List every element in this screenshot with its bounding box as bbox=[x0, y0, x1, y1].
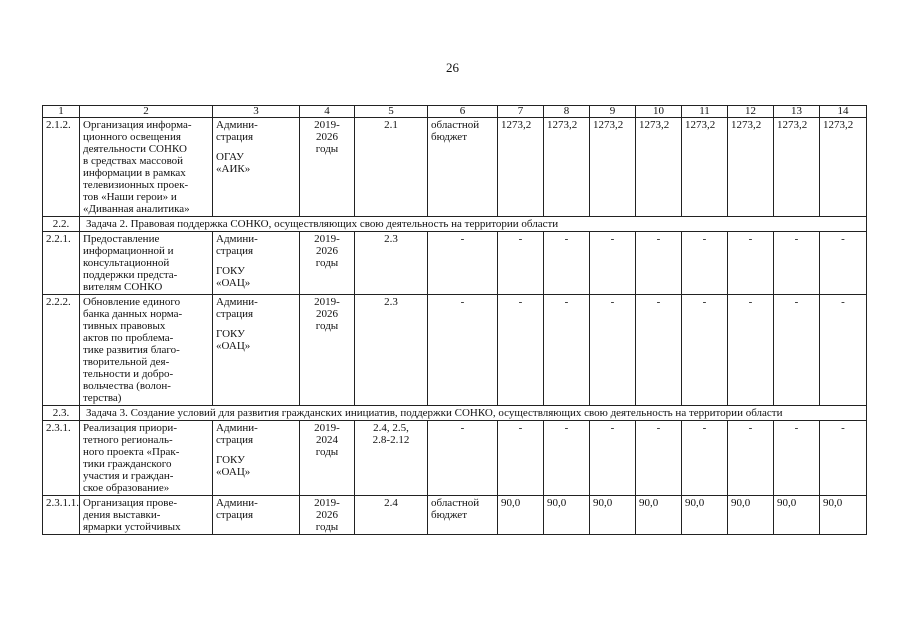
funding-source bbox=[428, 496, 498, 535]
header-cell: 7 bbox=[498, 106, 544, 118]
funding-source-text: областной бюджет bbox=[431, 497, 480, 521]
amount-cell-text: 90,0 bbox=[685, 497, 705, 509]
amount-cell-text: 90,0 bbox=[547, 497, 567, 509]
amount-cell bbox=[636, 232, 682, 295]
task-row bbox=[43, 217, 867, 232]
amount-cell bbox=[820, 496, 867, 535]
amount-cell-text: 90,0 bbox=[823, 497, 843, 509]
amount-cell bbox=[774, 118, 820, 217]
amount-cell bbox=[820, 295, 867, 406]
amount-cell bbox=[636, 118, 682, 217]
amount-cell-text: - bbox=[702, 233, 707, 245]
amount-cell-text: - bbox=[564, 422, 569, 434]
indicator-text: 2.4, 2.5, 2.8-2.12 bbox=[372, 422, 410, 446]
amount-cell bbox=[544, 232, 590, 295]
item-number bbox=[43, 118, 80, 217]
amount-cell bbox=[636, 421, 682, 496]
executor-text: Админи- страция bbox=[216, 422, 258, 446]
table-row bbox=[43, 118, 867, 217]
amount-cell bbox=[774, 421, 820, 496]
executor-org: ОГАУ «АИК» bbox=[216, 151, 251, 175]
executor-org: ГОКУ «ОАЦ» bbox=[216, 265, 251, 289]
funding-source bbox=[428, 118, 498, 217]
executor-text: Админи- страция bbox=[216, 119, 258, 143]
funding-source-text: - bbox=[460, 233, 465, 245]
item-name-text: Реализация приори- тетного региональ- ного проекта «Прак- тики гражданского участия и граждан- ское образование» bbox=[83, 422, 180, 494]
header-cell: 14 bbox=[820, 106, 867, 118]
amount-cell-text: 1273,2 bbox=[547, 119, 578, 131]
indicator bbox=[355, 295, 428, 406]
amount-cell-text: - bbox=[656, 296, 661, 308]
header-cell: 12 bbox=[728, 106, 774, 118]
executor bbox=[213, 295, 300, 406]
spacer bbox=[216, 320, 296, 328]
executor bbox=[213, 232, 300, 295]
header-cell: 5 bbox=[355, 106, 428, 118]
item-number bbox=[43, 421, 80, 496]
item-number-text: 2.3.1.1. bbox=[46, 497, 79, 509]
amount-cell bbox=[544, 295, 590, 406]
period-text: 2019- 2026 годы bbox=[314, 233, 340, 269]
amount-cell-text: - bbox=[610, 422, 615, 434]
task-number: 2.3. bbox=[43, 406, 80, 421]
executor bbox=[213, 421, 300, 496]
item-name-text: Организация прове- дения выставки- ярмарки устойчивых bbox=[83, 497, 181, 533]
executor-text: Админи- страция bbox=[216, 233, 258, 257]
item-name-text: Организация информа- ционного освещения деятельности СОНКО в средствах массовой информации в рамках телевизионных проек- тов «Наши герои» и «Диванная аналитика» bbox=[83, 119, 192, 215]
executor-org: ГОКУ «ОАЦ» bbox=[216, 454, 251, 478]
item-number-text: 2.3.1. bbox=[46, 422, 71, 434]
amount-cell bbox=[590, 295, 636, 406]
amount-cell-text: - bbox=[610, 296, 615, 308]
header-cell: 11 bbox=[682, 106, 728, 118]
item-number-text: 2.1.2. bbox=[46, 119, 71, 131]
amount-cell bbox=[590, 421, 636, 496]
amount-cell bbox=[774, 496, 820, 535]
indicator-text: 2.3 bbox=[384, 233, 398, 245]
amount-cell-text: 1273,2 bbox=[501, 119, 532, 131]
task-row bbox=[43, 406, 867, 421]
amount-cell bbox=[682, 232, 728, 295]
amount-cell bbox=[820, 421, 867, 496]
spacer bbox=[216, 143, 296, 151]
period-text: 2019- 2024 годы bbox=[314, 422, 340, 458]
executor-text: Админи- страция bbox=[216, 296, 258, 320]
amount-cell-text: - bbox=[702, 296, 707, 308]
indicator bbox=[355, 118, 428, 217]
amount-cell bbox=[544, 421, 590, 496]
period bbox=[300, 232, 355, 295]
amount-cell bbox=[498, 421, 544, 496]
executor bbox=[213, 496, 300, 535]
amount-cell bbox=[682, 118, 728, 217]
amount-cell-text: - bbox=[794, 233, 799, 245]
amount-cell-text: - bbox=[841, 296, 845, 308]
amount-cell bbox=[544, 118, 590, 217]
amount-cell bbox=[590, 232, 636, 295]
header-cell: 3 bbox=[213, 106, 300, 118]
indicator bbox=[355, 421, 428, 496]
amount-cell bbox=[774, 295, 820, 406]
amount-cell-text: - bbox=[518, 296, 523, 308]
indicator bbox=[355, 496, 428, 535]
item-name bbox=[80, 295, 213, 406]
item-name-text: Предоставление информационной и консультационной поддержки предста- вителям СОНКО bbox=[83, 233, 178, 293]
header-row bbox=[43, 106, 867, 118]
period bbox=[300, 295, 355, 406]
page-number: 26 bbox=[446, 60, 459, 75]
amount-cell-text: - bbox=[564, 296, 569, 308]
amount-cell bbox=[682, 421, 728, 496]
period bbox=[300, 496, 355, 535]
amount-cell-text: - bbox=[610, 233, 615, 245]
period-text: 2019- 2026 годы bbox=[314, 119, 340, 155]
amount-cell bbox=[820, 232, 867, 295]
amount-cell-text: - bbox=[656, 233, 661, 245]
indicator bbox=[355, 232, 428, 295]
item-number bbox=[43, 496, 80, 535]
period bbox=[300, 118, 355, 217]
amount-cell bbox=[728, 118, 774, 217]
amount-cell bbox=[498, 496, 544, 535]
task-title: Задача 3. Создание условий для развития гражданских инициатив, поддержки СОНКО, осуществляющих свою деятельность на территории области bbox=[80, 406, 867, 421]
amount-cell-text: - bbox=[656, 422, 661, 434]
amount-cell-text: 90,0 bbox=[731, 497, 751, 509]
header-cell: 10 bbox=[636, 106, 682, 118]
table-row bbox=[43, 496, 867, 535]
funding-source bbox=[428, 232, 498, 295]
item-name bbox=[80, 232, 213, 295]
indicator-text: 2.3 bbox=[384, 296, 398, 308]
header-cell: 2 bbox=[80, 106, 213, 118]
item-name bbox=[80, 118, 213, 217]
header-cell: 8 bbox=[544, 106, 590, 118]
period bbox=[300, 421, 355, 496]
table-row bbox=[43, 295, 867, 406]
header-cell: 6 bbox=[428, 106, 498, 118]
amount-cell-text: - bbox=[748, 233, 753, 245]
item-name-text: Обновление единого банка данных норма- тивных правовых актов по проблема- тике развития благо- творительной дея- тельности и добро- вольчества (волон- терства) bbox=[83, 296, 183, 404]
spacer bbox=[216, 257, 296, 265]
table-body bbox=[43, 106, 867, 535]
header-cell: 13 bbox=[774, 106, 820, 118]
table-row bbox=[43, 421, 867, 496]
amount-cell-text: 90,0 bbox=[501, 497, 521, 509]
amount-cell-text: 90,0 bbox=[593, 497, 613, 509]
amount-cell bbox=[498, 118, 544, 217]
amount-cell bbox=[820, 118, 867, 217]
amount-cell bbox=[728, 496, 774, 535]
amount-cell bbox=[498, 232, 544, 295]
indicator-text: 2.1 bbox=[384, 119, 398, 131]
amount-cell bbox=[728, 421, 774, 496]
amount-cell bbox=[590, 496, 636, 535]
period-text: 2019- 2026 годы bbox=[314, 296, 340, 332]
amount-cell-text: 1273,2 bbox=[639, 119, 670, 131]
amount-cell-text: - bbox=[794, 422, 799, 434]
funding-source-text: - bbox=[460, 422, 465, 434]
amount-cell-text: - bbox=[841, 233, 845, 245]
amount-cell bbox=[590, 118, 636, 217]
header-cell: 1 bbox=[43, 106, 80, 118]
funding-source bbox=[428, 421, 498, 496]
amount-cell bbox=[682, 295, 728, 406]
item-name bbox=[80, 421, 213, 496]
executor-org: ГОКУ «ОАЦ» bbox=[216, 328, 251, 352]
item-number-text: 2.2.2. bbox=[46, 296, 71, 308]
item-name bbox=[80, 496, 213, 535]
item-number bbox=[43, 232, 80, 295]
amount-cell bbox=[544, 496, 590, 535]
amount-cell-text: - bbox=[702, 422, 707, 434]
item-number-text: 2.2.1. bbox=[46, 233, 71, 245]
amount-cell-text: - bbox=[564, 233, 569, 245]
funding-source bbox=[428, 295, 498, 406]
amount-cell bbox=[728, 295, 774, 406]
funding-source-text: областной бюджет bbox=[431, 119, 480, 143]
header-cell: 9 bbox=[590, 106, 636, 118]
indicator-text: 2.4 bbox=[384, 497, 398, 509]
amount-cell bbox=[636, 496, 682, 535]
executor bbox=[213, 118, 300, 217]
program-table bbox=[42, 105, 867, 535]
amount-cell-text: - bbox=[748, 422, 753, 434]
table-row bbox=[43, 232, 867, 295]
period-text: 2019- 2026 годы bbox=[314, 497, 340, 533]
amount-cell-text: 1273,2 bbox=[731, 119, 762, 131]
amount-cell-text: 90,0 bbox=[777, 497, 797, 509]
item-number bbox=[43, 295, 80, 406]
amount-cell bbox=[498, 295, 544, 406]
amount-cell-text: - bbox=[841, 422, 845, 434]
amount-cell-text: - bbox=[518, 422, 523, 434]
task-number: 2.2. bbox=[43, 217, 80, 232]
amount-cell bbox=[774, 232, 820, 295]
amount-cell-text: 1273,2 bbox=[823, 119, 854, 131]
amount-cell-text: 1273,2 bbox=[777, 119, 808, 131]
header-cell: 4 bbox=[300, 106, 355, 118]
amount-cell bbox=[728, 232, 774, 295]
amount-cell-text: - bbox=[748, 296, 753, 308]
executor-text: Админи- страция bbox=[216, 497, 258, 521]
amount-cell bbox=[636, 295, 682, 406]
amount-cell-text: - bbox=[518, 233, 523, 245]
spacer bbox=[216, 446, 296, 454]
amount-cell-text: - bbox=[794, 296, 799, 308]
funding-source-text: - bbox=[460, 296, 465, 308]
task-title: Задача 2. Правовая поддержка СОНКО, осуществляющих свою деятельность на территории области bbox=[80, 217, 867, 232]
amount-cell-text: 1273,2 bbox=[593, 119, 624, 131]
amount-cell bbox=[682, 496, 728, 535]
amount-cell-text: 1273,2 bbox=[685, 119, 716, 131]
amount-cell-text: 90,0 bbox=[639, 497, 659, 509]
